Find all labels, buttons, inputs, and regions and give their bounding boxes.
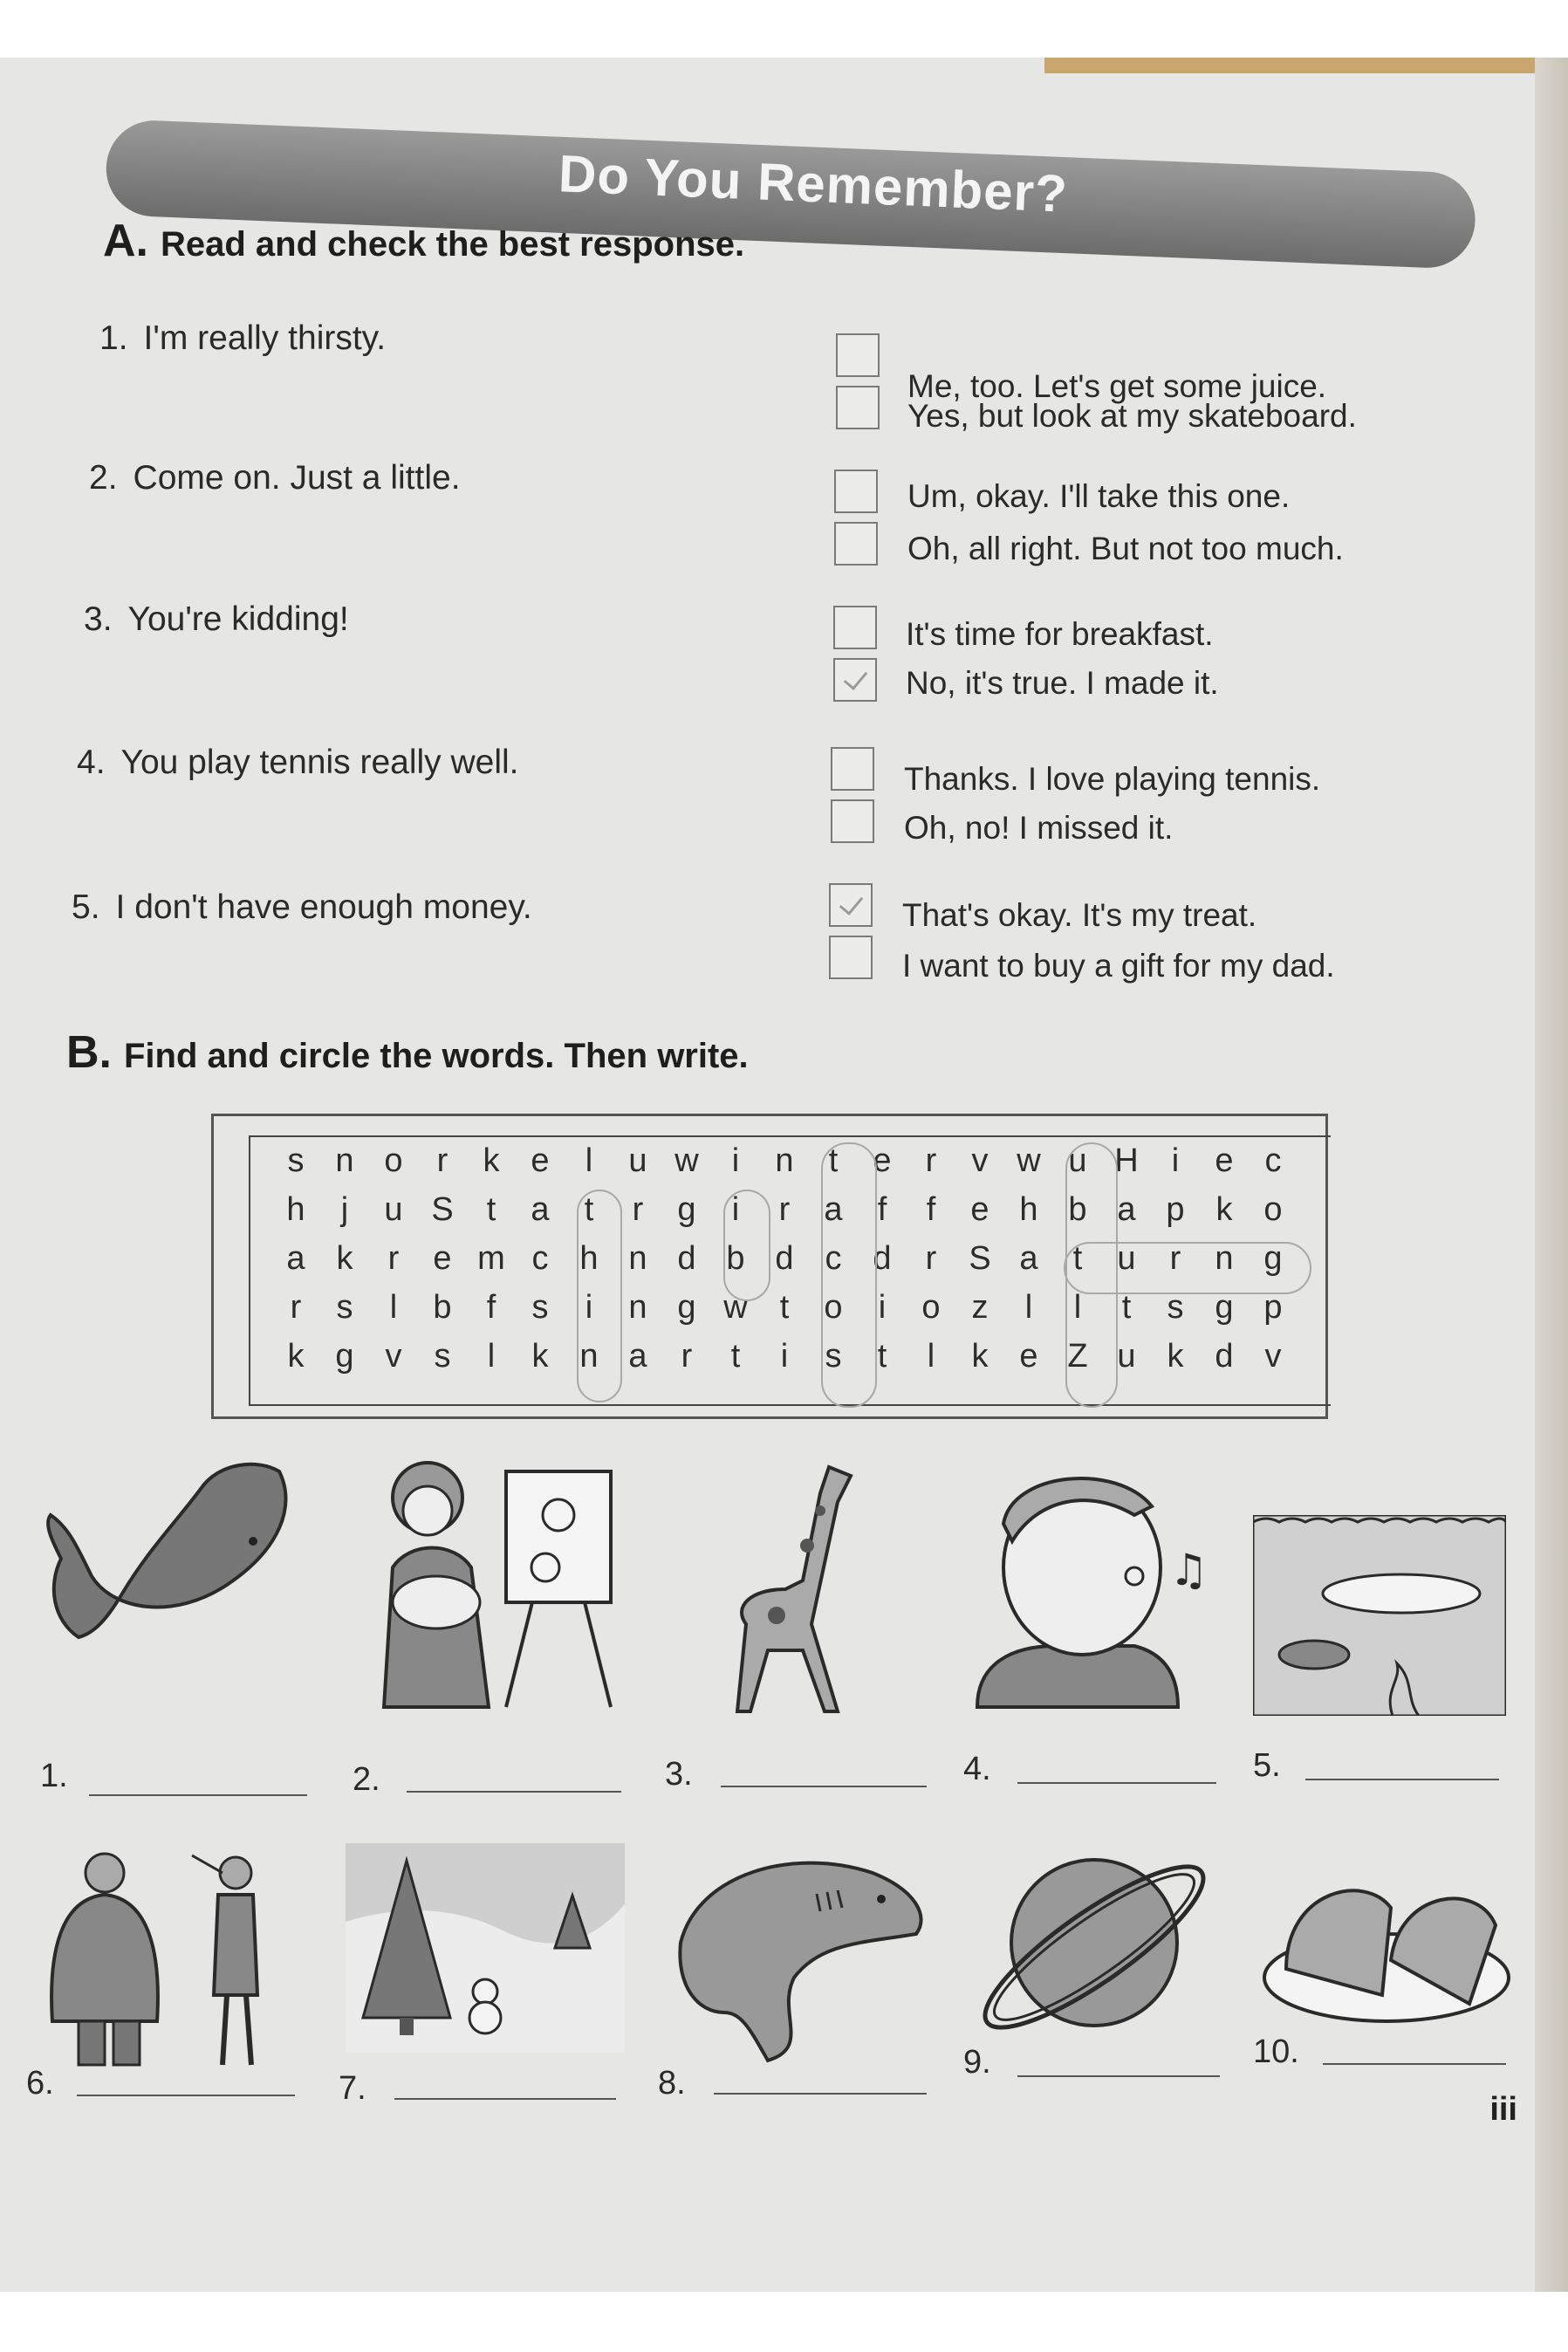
workbook-page [0,58,1568,2292]
grid-letter[interactable]: s [287,1142,305,1179]
grid-letter[interactable]: z [971,1289,989,1326]
grid-letter[interactable]: u [1117,1240,1136,1277]
label-6: 6. [26,2065,54,2102]
label-3: 3. [665,1756,693,1793]
page-title: Do You Remember? [557,144,1069,223]
answer-line-10[interactable] [1323,2063,1506,2065]
grid-letter[interactable]: d [677,1240,696,1277]
grid-letter[interactable]: i [585,1289,593,1326]
grid-letter[interactable]: u [384,1191,403,1228]
checkbox-5b[interactable] [829,936,873,979]
grid-letter[interactable]: k [531,1338,549,1375]
grid-letter[interactable]: d [873,1240,892,1277]
grid-letter[interactable]: l [585,1142,593,1179]
grid-letter[interactable]: c [1264,1142,1282,1179]
grid-letter[interactable]: a [824,1191,843,1228]
section-b-heading [66,1026,749,1079]
grid-letter[interactable]: h [579,1240,599,1277]
grid-letter[interactable]: f [877,1191,887,1228]
grid-letter[interactable]: e [873,1142,892,1179]
grid-letter[interactable]: i [1171,1142,1180,1179]
grid-letter[interactable]: v [971,1142,989,1179]
grid-letter[interactable]: h [1019,1191,1038,1228]
circle-mark-column [821,1142,877,1408]
grid-letter[interactable]: e [433,1240,452,1277]
grid-letter[interactable]: t [486,1191,496,1228]
label-1: 1. [40,1758,68,1794]
grid-letter[interactable]: S [969,1240,991,1277]
grid-letter[interactable]: f [926,1191,936,1228]
grid-letter[interactable]: H [1114,1142,1139,1179]
grid-letter[interactable]: w [674,1142,699,1179]
grid-letter[interactable]: t [779,1289,790,1326]
grid-letter[interactable]: i [731,1142,740,1179]
grid-letter[interactable]: n [1215,1240,1234,1277]
grid-letter[interactable]: e [1215,1142,1234,1179]
section-b-letter: B. [66,1027,112,1078]
answer-line-5[interactable] [1305,1779,1499,1780]
grid-letter[interactable]: k [336,1240,353,1277]
option-4a: Thanks. I love playing tennis. [904,761,1321,797]
grid-letter[interactable]: g [1263,1240,1283,1277]
grid-letter[interactable]: s [531,1289,549,1326]
checkbox-4b[interactable] [831,799,874,843]
grid-letter[interactable]: v [1264,1338,1282,1375]
grid-letter[interactable]: b [1068,1191,1087,1228]
grid-letter[interactable]: s [434,1338,451,1375]
grid-letter[interactable]: t [584,1191,594,1228]
grid-letter[interactable]: d [1215,1338,1234,1375]
label-9: 9. [963,2044,991,2081]
grid-letter[interactable]: r [436,1142,448,1179]
grid-row-2 [271,1191,1298,1240]
grid-letter[interactable]: r [925,1240,937,1277]
option-1a: Me, too. Let's get some juice. [907,368,1327,404]
grid-letter[interactable]: k [1167,1338,1184,1375]
grid-letter[interactable]: f [486,1289,496,1326]
answer-line-6[interactable] [77,2095,295,2096]
circle-mark-chin [577,1190,622,1402]
grid-letter[interactable]: a [286,1240,305,1277]
checkbox-2a[interactable] [834,470,878,513]
grid-row-5 [271,1338,1298,1387]
section-b-instruction: Find and circle the words. Then write. [124,1037,749,1075]
grid-letter[interactable]: i [878,1289,887,1326]
circle-mark-giraffe-start [723,1190,770,1301]
grid-letter[interactable]: l [487,1338,496,1375]
grid-letter[interactable]: j [340,1191,349,1228]
grid-letter[interactable]: c [531,1240,549,1277]
checkbox-1a[interactable] [836,333,880,377]
grid-letter[interactable]: r [778,1191,791,1228]
grid-letter[interactable]: r [1169,1240,1181,1277]
grid-letter[interactable]: a [531,1191,550,1228]
grid-letter[interactable]: s [825,1338,842,1375]
artist-icon [358,1445,628,1716]
grid-letter[interactable]: l [1024,1289,1033,1326]
label-2: 2. [353,1761,380,1798]
grid-letter[interactable]: w [1017,1142,1041,1179]
option-3a: It's time for breakfast. [906,616,1214,652]
grid-letter[interactable]: n [628,1289,647,1326]
grid-letter[interactable]: g [677,1289,696,1326]
answer-line-4[interactable] [1017,1782,1216,1784]
svg-text:♫: ♫ [1169,1545,1209,1595]
grid-letter[interactable]: n [335,1142,354,1179]
grid-letter[interactable]: t [1121,1289,1132,1326]
grid-letter[interactable]: k [971,1338,989,1375]
grid-letter[interactable]: b [726,1240,745,1277]
grid-letter[interactable]: t [1072,1240,1083,1277]
grid-letter[interactable]: h [286,1191,305,1228]
grid-letter[interactable]: l [389,1289,398,1326]
page-number: iii [1489,2091,1517,2128]
grid-letter[interactable]: n [628,1240,647,1277]
grid-letter[interactable]: i [731,1191,740,1228]
grid-letter[interactable]: n [775,1142,794,1179]
grid-letter[interactable]: g [335,1338,354,1375]
page-shadow-edge [1535,58,1568,2292]
circle-mark-whale [1065,1142,1118,1408]
grid-letter[interactable]: k [1215,1191,1233,1228]
option-1b: Yes, but look at my skateboard. [907,398,1357,434]
answer-line-8[interactable] [714,2093,927,2095]
checkbox-3b[interactable] [833,658,877,702]
grid-letter[interactable]: e [531,1142,550,1179]
answer-line-3[interactable] [721,1786,927,1787]
grid-letter[interactable]: o [824,1289,843,1326]
question-2: 2. Come on. Just a little. [89,459,461,497]
grid-letter[interactable]: k [483,1142,500,1179]
grid-letter[interactable]: a [628,1338,647,1375]
grid-letter[interactable]: r [387,1240,400,1277]
checkbox-3a[interactable] [833,606,877,649]
checkbox-2b[interactable] [834,522,878,566]
grid-letter[interactable]: t [877,1338,887,1375]
giraffe-icon [698,1450,899,1720]
grid-letter[interactable]: v [385,1338,402,1375]
grid-letter[interactable]: s [336,1289,353,1326]
tacos-icon [1260,1855,1513,2030]
grid-row-1 [271,1142,1298,1191]
grid-row-4 [271,1289,1298,1338]
label-10: 10. [1253,2033,1299,2070]
winter-scene-icon [346,1843,625,2053]
grid-letter[interactable]: c [825,1240,842,1277]
option-5a: That's okay. It's my treat. [902,897,1257,933]
checkbox-4a[interactable] [831,747,874,791]
snorkeler-icon [1253,1515,1506,1716]
option-5b: I want to buy a gift for my dad. [902,948,1335,984]
grid-letter[interactable]: t [828,1142,839,1179]
grid-letter[interactable]: Z [1067,1338,1088,1375]
grid-letter[interactable]: m [477,1240,505,1277]
grid-letter[interactable]: n [579,1338,599,1375]
whistling-boy-icon [960,1454,1239,1716]
grid-letter[interactable]: u [1068,1142,1087,1179]
grid-letter[interactable]: g [677,1191,696,1228]
fat-and-thin-men-icon [44,1847,297,2074]
option-2a: Um, okay. I'll take this one. [907,478,1291,514]
word-search-frame [211,1114,1328,1419]
grid-letter[interactable]: k [287,1338,305,1375]
saturn-icon [963,1829,1225,2065]
shark-icon [663,1838,934,2065]
grid-letter[interactable]: o [921,1289,941,1326]
grid-letter[interactable]: o [1263,1191,1283,1228]
answer-line-9[interactable] [1017,2075,1220,2077]
grid-letter[interactable]: g [1215,1289,1234,1326]
grid-letter[interactable]: r [290,1289,302,1326]
answer-line-7[interactable] [394,2098,616,2100]
grid-letter[interactable]: r [632,1191,644,1228]
grid-letter[interactable]: u [1117,1338,1136,1375]
label-4: 4. [963,1751,991,1787]
option-4b: Oh, no! I missed it. [904,810,1174,846]
grid-letter[interactable]: a [1019,1240,1038,1277]
section-a-letter: A. [103,216,148,266]
grid-letter[interactable]: p [1263,1289,1283,1326]
grid-letter[interactable]: d [775,1240,794,1277]
grid-letter[interactable]: s [1167,1289,1184,1326]
word-search-grid [249,1135,1331,1406]
grid-letter[interactable]: a [1117,1191,1136,1228]
question-1: 1. I'm really thirsty. [99,319,387,357]
checkbox-1b[interactable] [836,386,880,429]
question-5: 5. I don't have enough money. [72,888,532,926]
checkbox-5a[interactable] [829,883,873,927]
option-2b: Oh, all right. But not too much. [907,531,1344,566]
grid-letter[interactable]: u [628,1142,647,1179]
answer-line-2[interactable] [407,1791,621,1793]
question-3: 3. You're kidding! [84,600,349,638]
label-7: 7. [339,2070,366,2107]
grid-letter[interactable]: o [384,1142,403,1179]
grid-letter[interactable]: p [1166,1191,1185,1228]
grid-letter[interactable]: i [780,1338,789,1375]
grid-letter[interactable]: e [970,1191,989,1228]
label-5: 5. [1253,1747,1281,1784]
answer-line-1[interactable] [89,1794,307,1796]
grid-letter[interactable]: r [681,1338,693,1375]
grid-letter[interactable]: w [723,1289,748,1326]
grid-letter[interactable]: e [1019,1338,1038,1375]
section-a-heading [103,215,744,267]
grid-letter[interactable]: r [925,1142,937,1179]
question-4: 4. You play tennis really well. [77,744,519,781]
grid-letter[interactable]: t [730,1338,741,1375]
label-8: 8. [658,2065,686,2102]
grid-letter[interactable]: l [1073,1289,1082,1326]
section-a-instruction: Read and check the best response. [161,225,745,264]
grid-letter[interactable]: b [433,1289,452,1326]
whale-icon [44,1454,323,1698]
page-edge-tab [1044,58,1568,73]
grid-letter[interactable]: S [431,1191,454,1228]
grid-letter[interactable]: l [927,1338,935,1375]
option-3b: No, it's true. I made it. [906,665,1219,701]
